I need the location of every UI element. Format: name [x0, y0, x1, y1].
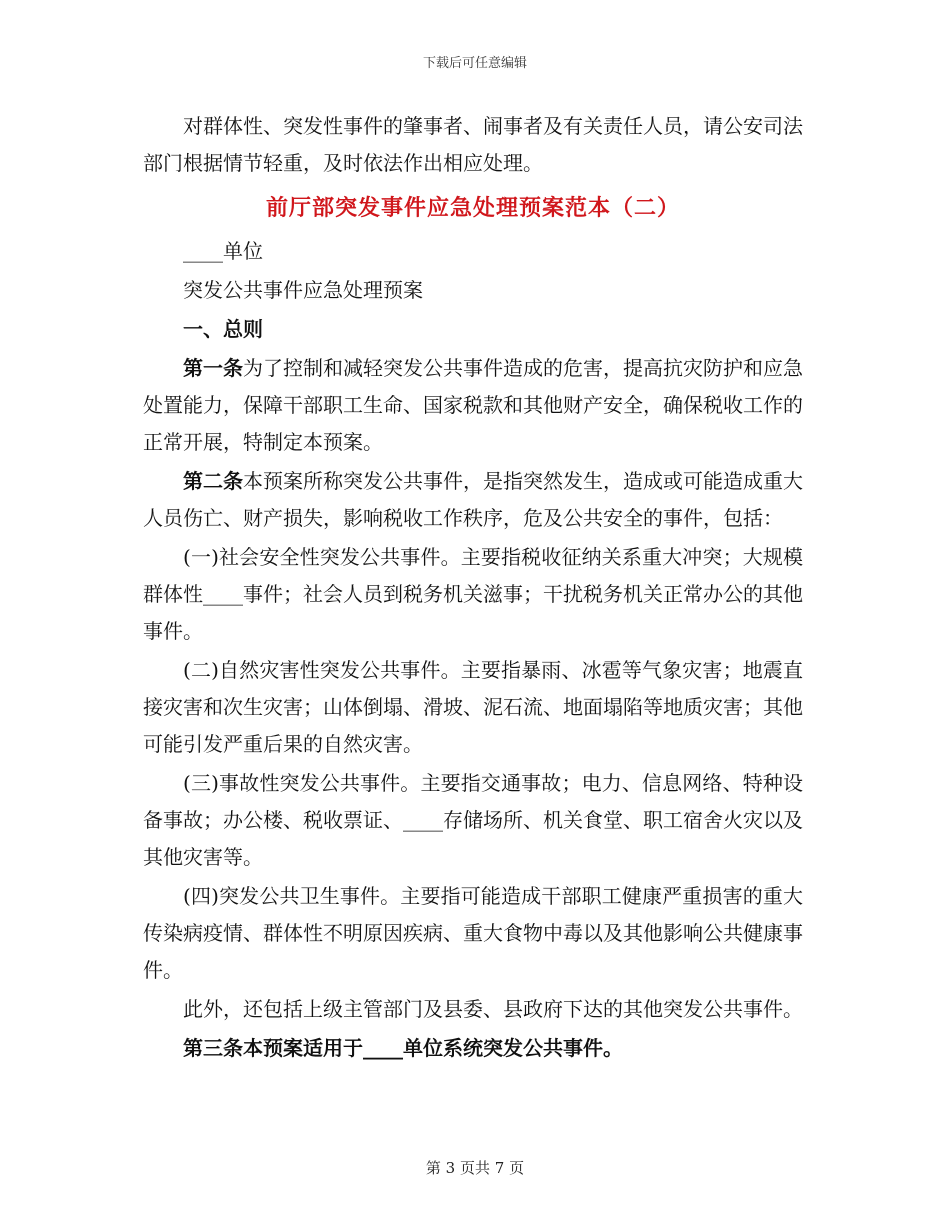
paragraph-extra: 此外，还包括上级主管部门及县委、县政府下达的其他突发公共事件。 — [183, 997, 803, 1021]
list-item-social: (一)社会安全性突发公共事件。主要指税收征纳关系重大冲突；大规模群体性____事件；社会人员到税务机关滋事；干扰税务机关正常办公的其他事件。 — [143, 545, 803, 643]
list-item-natural: (二)自然灾害性突发公共事件。主要指暴雨、冰雹等气象灾害；地震直接灾害和次生灾害；山体倒塌、滑坡、泥石流、地面塌陷等地质灾害；其他可能引发严重后果的自然灾害。 — [143, 658, 803, 756]
article-3: 第三条本预案适用于____单位系统突发公共事件。 — [183, 1036, 623, 1060]
article-1-lead: 第一条 — [183, 356, 243, 380]
header-note: 下载后可任意编辑 — [422, 56, 527, 71]
article-2-text: 本预案所称突发公共事件，是指突然发生，造成或可能造成重大人员伤亡、财产损失，影响税收工作秩序，危及公共安全的事件，包括： — [143, 469, 803, 530]
article-1 — [143, 350, 803, 461]
unit-line: ____单位 — [183, 239, 263, 263]
article-2-lead: 第二条 — [183, 469, 243, 493]
list-item-health: (四)突发公共卫生事件。主要指可能造成干部职工健康严重损害的重大传染病疫情、群体性不明原因疾病、重大食物中毒以及其他影响公共健康事件。 — [143, 884, 803, 982]
document-title: 前厅部突发事件应急处理预案范本（二） — [265, 195, 680, 221]
page-footer: 第 3 页共 7 页 — [425, 1159, 525, 1177]
article-2 — [143, 463, 803, 537]
paragraph-intro: 对群体性、突发性事件的肇事者、闹事者及有关责任人员，请公安司法部门根据情节轻重，及时依法作出相应处理。 — [143, 114, 803, 175]
plan-name: 突发公共事件应急处理预案 — [183, 278, 423, 302]
list-item-accident: (三)事故性突发公共事件。主要指交通事故；电力、信息网络、特种设备事故；办公楼、税收票证、____存储场所、机关食堂、职工宿舍火灾以及其他灾害等。 — [143, 771, 803, 869]
section-heading-general: 一、总则 — [183, 317, 263, 341]
article-1-text: 为了控制和减轻突发公共事件造成的危害，提高抗灾防护和应急处置能力，保障干部职工生命、国家税款和其他财产安全，确保税收工作的正常开展，特制定本预案。 — [143, 356, 803, 454]
document-body — [143, 108, 803, 1069]
